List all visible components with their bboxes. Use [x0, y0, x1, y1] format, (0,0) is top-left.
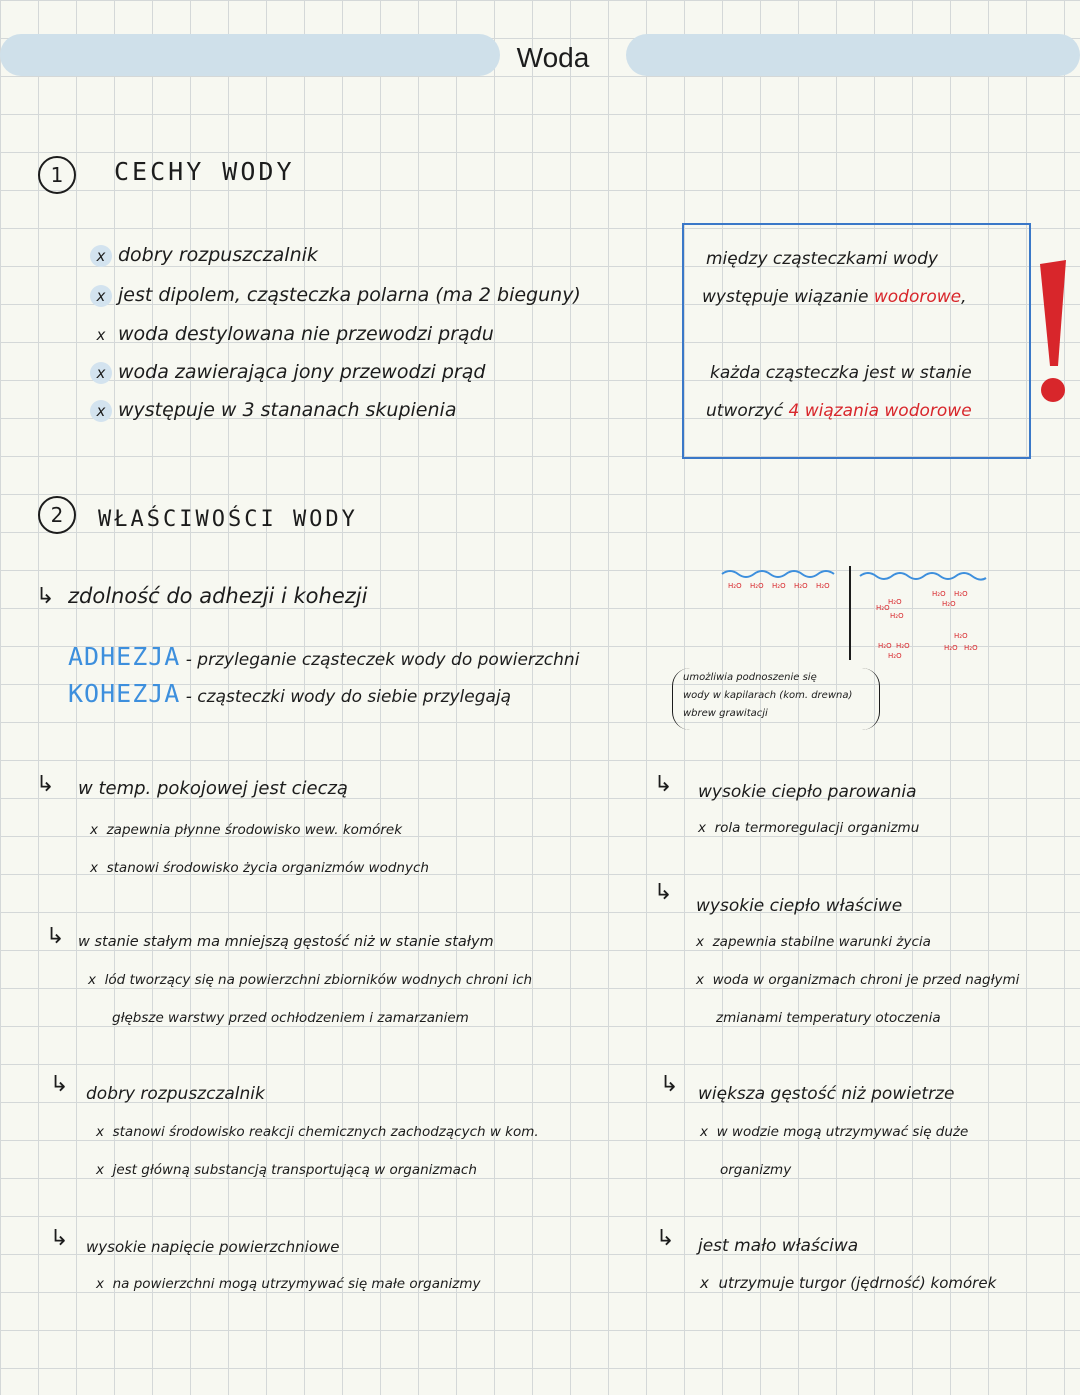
exclamation-mark-icon: [1036, 258, 1070, 408]
property-heading: wysokie ciepło właściwe: [696, 896, 903, 916]
property-heading: w stanie stałym ma mniejszą gęstość niż w stanie stałym: [78, 934, 494, 950]
box-line-2: występuje wiązanie wodorowe,: [702, 287, 967, 307]
arrow-icon: ↳: [654, 880, 673, 905]
bullet-x: x: [90, 362, 112, 384]
molecule-label: H₂O: [876, 604, 890, 612]
property-point: zmianami temperatury otoczenia: [716, 1010, 941, 1026]
property-point: x stanowi środowisko reakcji chemicznych zachodzących w kom.: [96, 1124, 539, 1140]
molecule-label: H₂O: [728, 582, 742, 590]
section1-heading: CECHY WODY: [114, 157, 295, 186]
section1-number: 1: [38, 156, 76, 194]
bullet-x: x: [96, 326, 106, 344]
water-molecules-diagram: [718, 564, 990, 664]
list-item: x jest dipolem, cząsteczka polarna (ma 2 bieguny): [90, 284, 581, 307]
section2-heading: WŁAŚCIWOŚCI WODY: [98, 507, 358, 532]
list-item: x występuje w 3 stananach skupienia: [90, 399, 456, 422]
box-line-1: między cząsteczkami wody: [706, 249, 938, 269]
molecule-label: H₂O: [944, 644, 958, 652]
property-heading: wysokie napięcie powierzchniowe: [86, 1238, 340, 1256]
molecule-label: H₂O: [964, 644, 978, 652]
arrow-icon: ↳: [656, 1226, 675, 1251]
molecule-label: H₂O: [794, 582, 808, 590]
molecule-label: H₂O: [888, 598, 902, 606]
property-point: x zapewnia stabilne warunki życia: [696, 934, 931, 950]
property-point: x na powierzchni mogą utrzymywać się małe organizmy: [96, 1276, 481, 1292]
property-point: x utrzymuje turgor (jędrność) komórek: [700, 1274, 997, 1292]
arrow-icon: ↳: [50, 1072, 69, 1097]
section2-number: 2: [38, 496, 76, 534]
property-point: x woda w organizmach chroni je przed nagłymi: [696, 972, 1020, 988]
arrow-icon: ↳: [654, 772, 673, 797]
adhesion-heading: zdolność do adhezji i kohezji: [68, 584, 368, 608]
property-point: x zapewnia płynne środowisko wew. komórek: [90, 822, 403, 838]
property-point: x lód tworzący się na powierzchni zbiorników wodnych chroni ich: [88, 972, 533, 988]
bullet-x: x: [90, 245, 112, 267]
kohezja-definition: - cząsteczki wody do siebie przylegają: [185, 687, 512, 707]
arrow-icon: ↳: [36, 584, 55, 609]
arrow-icon: ↳: [660, 1072, 679, 1097]
molecule-label: H₂O: [772, 582, 786, 590]
molecule-label: H₂O: [896, 642, 910, 650]
property-heading: jest mało właściwa: [698, 1236, 859, 1256]
property-point: x stanowi środowisko życia organizmów wodnych: [90, 860, 429, 876]
property-point: x rola termoregulacji organizmu: [698, 820, 920, 836]
hydrogen-bond-box: [682, 223, 1031, 459]
header-bar-left: [0, 34, 500, 76]
kohezja-term: KOHEZJA: [68, 679, 181, 708]
property-point: organizmy: [720, 1162, 792, 1178]
molecule-label: H₂O: [942, 600, 956, 608]
list-item: x dobry rozpuszczalnik: [90, 244, 318, 267]
molecule-label: H₂O: [954, 590, 968, 598]
box-line-4: utworzyć 4 wiązania wodorowe: [706, 401, 972, 421]
molecule-label: H₂O: [816, 582, 830, 590]
molecule-label: H₂O: [954, 632, 968, 640]
molecule-label: H₂O: [890, 612, 904, 620]
box-line-3: każda cząsteczka jest w stanie: [710, 363, 972, 383]
capillary-note: umożliwia podnoszenie się wody w kapilarach (kom. drewna) wbrew grawitacji: [672, 668, 880, 730]
molecule-label: H₂O: [750, 582, 764, 590]
property-point: głębsze warstwy przed ochłodzeniem i zamarzaniem: [112, 1010, 469, 1026]
molecule-label: H₂O: [878, 642, 892, 650]
property-heading: wysokie ciepło parowania: [698, 782, 917, 802]
adhezja-definition: - przyleganie cząsteczek wody do powierzchni: [185, 650, 580, 670]
bullet-x: x: [90, 400, 112, 422]
molecule-label: H₂O: [888, 652, 902, 660]
molecule-label: H₂O: [932, 590, 946, 598]
property-point: x jest główną substancją transportującą w organizmach: [96, 1162, 477, 1178]
arrow-icon: ↳: [46, 924, 65, 949]
kohezja-row: [68, 679, 511, 708]
arrow-icon: ↳: [36, 772, 55, 797]
adhezja-term: ADHEZJA: [68, 642, 181, 671]
adhezja-row: [68, 642, 579, 671]
property-heading: większa gęstość niż powietrze: [698, 1084, 955, 1104]
page-title: Woda: [516, 42, 590, 73]
list-item: x woda zawierająca jony przewodzi prąd: [90, 361, 485, 384]
list-item: x woda destylowana nie przewodzi prądu: [90, 323, 494, 346]
property-point: x w wodzie mogą utrzymywać się duże: [700, 1124, 969, 1140]
header-bar-right: [626, 34, 1080, 76]
arrow-icon: ↳: [50, 1226, 69, 1251]
property-heading: dobry rozpuszczalnik: [86, 1084, 265, 1104]
bullet-x: x: [90, 285, 112, 307]
property-heading: w temp. pokojowej jest cieczą: [78, 778, 348, 799]
